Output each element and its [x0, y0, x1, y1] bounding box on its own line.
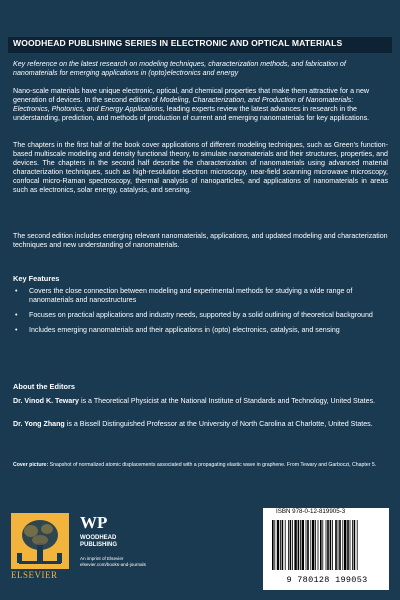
barcode-bar: [327, 520, 329, 570]
barcode-bar: [350, 520, 351, 570]
barcode-bar: [352, 520, 353, 570]
cover-picture-label: Cover picture:: [13, 462, 49, 468]
barcode-bar: [339, 520, 341, 570]
editor-name: Dr. Vinod K. Tewary: [13, 397, 79, 405]
cover-picture-text: Snapshot of normalized atomic displacements associated with a propagating elastic wave in graphene. From Tewary and Garboczi, Chapter 5.: [48, 462, 377, 468]
barcode-bar: [347, 520, 349, 570]
book-title: Modeling, Characterization, and Production of Nanomaterials: Electronics, Photonics, and Energy Applications,: [13, 96, 354, 113]
key-features-title: Key Features: [13, 274, 60, 283]
barcode-bar: [288, 520, 289, 570]
barcode-bar: [274, 520, 275, 570]
woodhead-logo: WP: [80, 513, 108, 532]
barcode-bar: [306, 520, 307, 570]
barcode-bar: [310, 520, 311, 570]
elsevier-tree-logo: [11, 513, 69, 569]
barcode-bar: [300, 520, 301, 570]
elsevier-wordmark: ELSEVIER: [11, 570, 58, 580]
barcode-bar: [272, 520, 274, 570]
barcode-bar: [335, 520, 337, 570]
key-feature-text: Includes emerging nanomaterials and their applications in (opto) electronics, catalysis, and sensing: [29, 326, 340, 334]
barcode-bar: [344, 520, 346, 570]
barcode-bar: [285, 520, 286, 570]
barcode-number: 9 780128 199053: [286, 575, 368, 585]
editors-title: About the Editors: [13, 382, 75, 391]
barcode-bar: [357, 520, 358, 570]
barcode-bar: [312, 520, 314, 570]
editor-bio: is a Bissell Distinguished Professor at the University of North Carolina at Charlotte, United States.: [64, 420, 373, 428]
barcode-bar: [280, 520, 281, 570]
cover-picture-note: [13, 462, 388, 469]
bullet-icon: •: [15, 287, 18, 295]
barcode-bar: [342, 520, 343, 570]
editor-name: Dr. Yong Zhang: [13, 420, 65, 428]
second-edition-paragraph: The second edition includes emerging relevant nanomaterials, applications, and updated modeling and characterization techniques and new understanding of nanomaterials.: [13, 232, 388, 249]
barcode-bar: [320, 520, 322, 570]
barcode-bar: [338, 520, 339, 570]
barcode-bar: [322, 520, 323, 570]
tagline: Key reference on the latest research on modeling techniques, characterization methods, and fabrication of nanomaterials for emerging applications in (opto)electronics and energy: [13, 60, 346, 77]
editor-entry: [13, 397, 388, 406]
barcode-bar: [290, 520, 292, 570]
barcode-bar: [292, 520, 293, 570]
intro-text-2: leading experts review the latest advances in research in the understanding, prediction, and methods of production of current and emerging nanomaterials for key applications.: [13, 105, 370, 122]
bullet-icon: •: [15, 311, 18, 319]
woodhead-name: [80, 535, 117, 549]
barcode-bar: [315, 520, 316, 570]
woodhead-name-line-2: PUBLISHING: [80, 542, 118, 548]
barcode-bar: [307, 520, 309, 570]
key-feature-item: [13, 311, 388, 320]
intro-paragraph: [13, 87, 388, 123]
series-title: WOODHEAD PUBLISHING SERIES IN ELECTRONIC AND OPTICAL MATERIALS: [13, 38, 343, 48]
key-features-list: [13, 287, 388, 341]
imprint-line-1: An imprint of Elsevier: [80, 556, 124, 561]
imprint-url: elsevier.com/books-and-journals: [80, 562, 146, 567]
editor-entry: [13, 420, 388, 429]
barcode-bar: [298, 520, 300, 570]
barcode: [270, 520, 384, 570]
editor-bio: is a Theoretical Physicist at the National Institute of Standards and Technology, United States.: [78, 397, 376, 405]
key-feature-item: [13, 326, 388, 335]
imprint-note: [80, 556, 146, 568]
barcode-bar: [277, 520, 279, 570]
barcode-bar: [294, 520, 296, 570]
key-feature-item: [13, 287, 388, 305]
intro-text-1: Nano-scale materials have unique electronic, optical, and chemical properties that make them attractive for a new generation of devices. In the second edition of: [13, 87, 370, 104]
barcode-bar: [282, 520, 284, 570]
barcode-bar: [330, 520, 332, 570]
key-feature-text: Covers the close connection between modeling and experimental methods for studying a wide range of nanomaterials and nanostructures: [29, 287, 353, 304]
barcode-bar: [302, 520, 304, 570]
chapters-paragraph: The chapters in the first half of the book cover applications of different modeling techniques, such as Green's function-based multiscale modeling and density functional theory, to simulate nanomaterials and their structures, properties, and devices. The chapters in the second half describe the characterization of nanomaterials using advanced material characterization techniques, such as high-resolution electron microscopy, near-field scanning microwave microscopy, confocal micro-Raman spectroscopy, thermal analysis of nanoparticles, and applications of nanomaterials in areas such as electronics, solar energy, catalysis, and sensing.: [13, 141, 388, 194]
key-feature-text: Focuses on practical applications and industry needs, supported by a solid outlining of theoretical background: [29, 311, 373, 319]
barcode-bar: [318, 520, 319, 570]
barcode-bar: [326, 520, 327, 570]
woodhead-name-line-1: WOODHEAD: [80, 535, 117, 541]
bullet-icon: •: [15, 326, 18, 334]
barcode-bar: [332, 520, 333, 570]
barcode-bar: [354, 520, 356, 570]
isbn-text: ISBN 978-0-12-819905-3: [276, 508, 346, 515]
